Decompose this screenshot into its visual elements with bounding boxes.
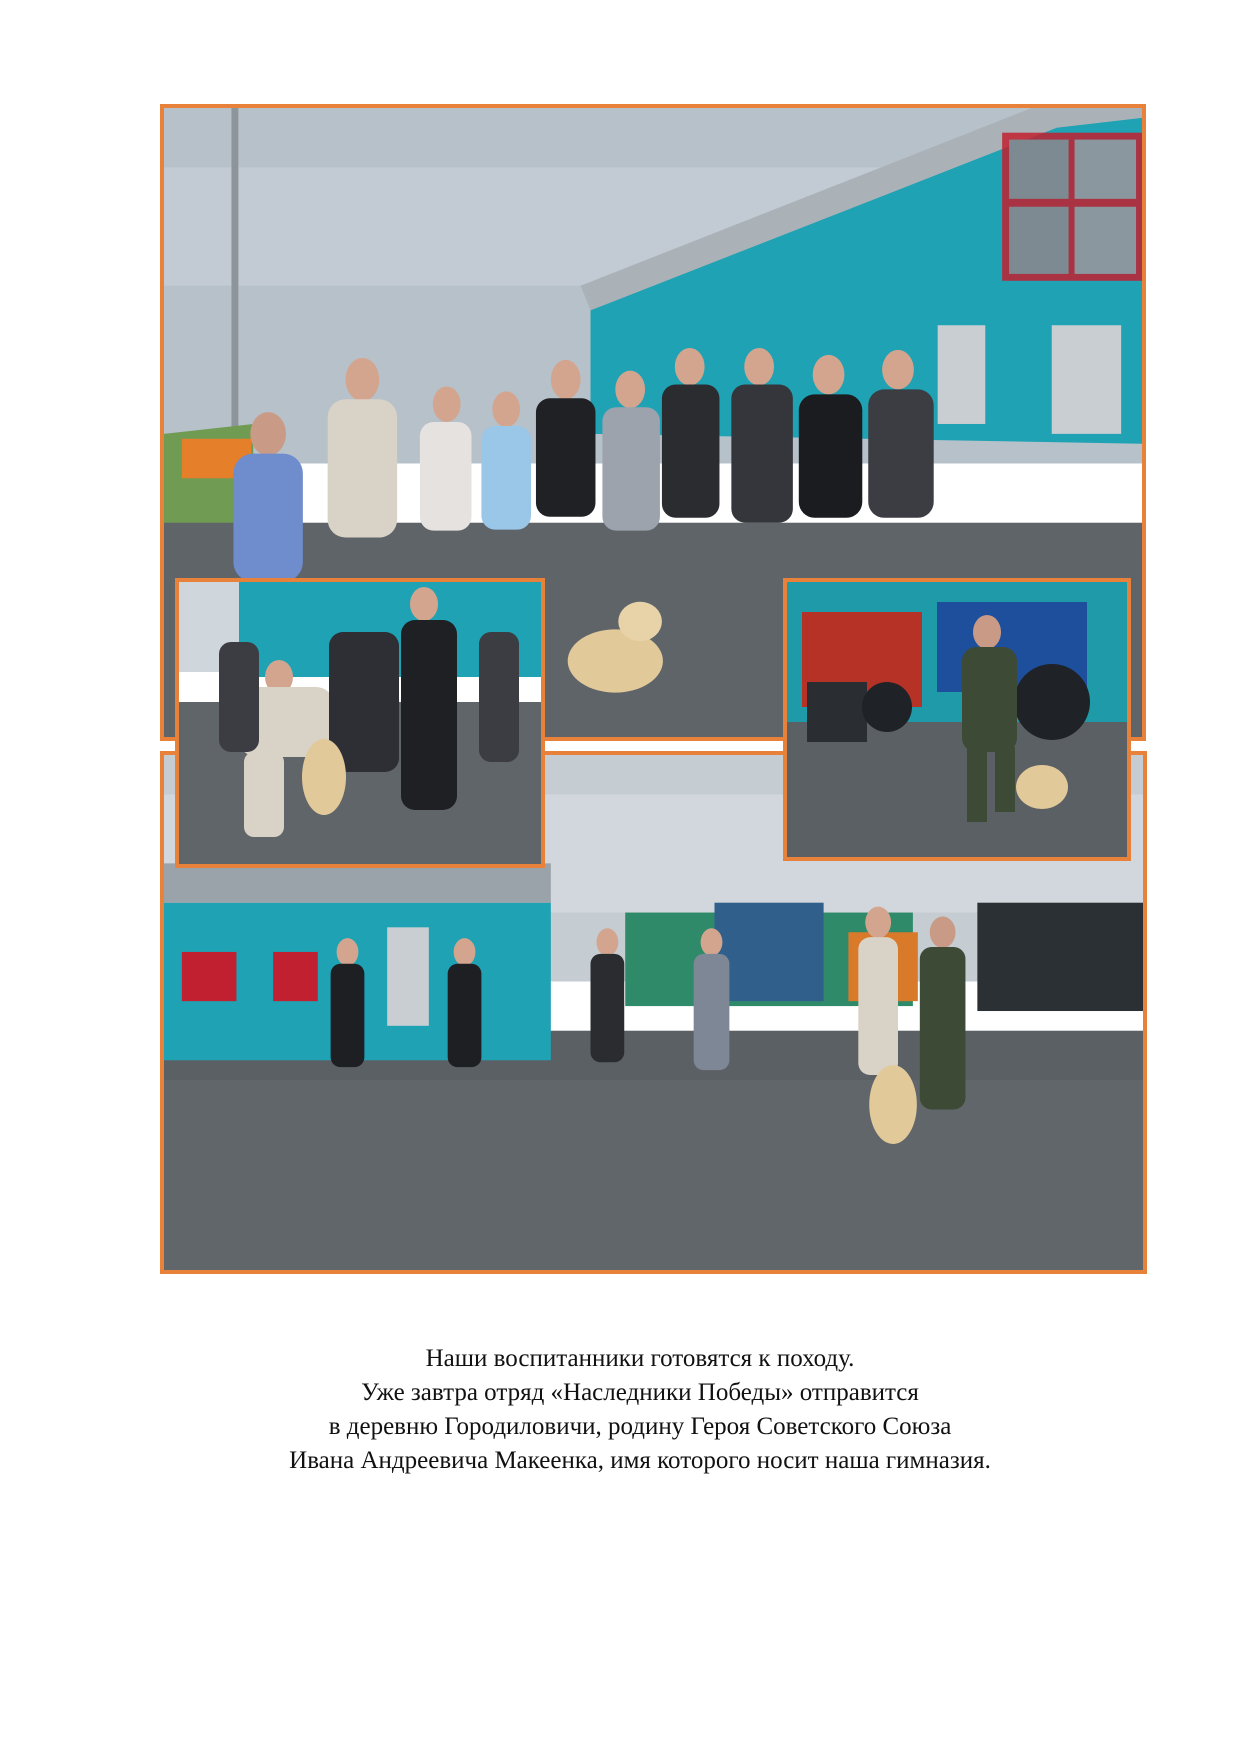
caption-line-1: Наши воспитанники готовятся к походу. <box>425 1345 855 1372</box>
photo-petting-dog-image <box>179 582 541 864</box>
photo-guard-dog-inset <box>783 578 1131 861</box>
caption-line-4: Ивана Андреевича Макеенка, имя которого носит наша гимназия. <box>289 1447 991 1474</box>
photo-petting-dog-inset <box>175 578 545 868</box>
caption-line-2: Уже завтра отряд «Наследники Победы» отправится <box>361 1379 919 1406</box>
caption-line-3: в деревню Городиловичи, родину Героя Советского Союза <box>328 1413 952 1440</box>
photo-guard-dog-image <box>787 582 1127 857</box>
caption <box>200 1342 1080 1478</box>
